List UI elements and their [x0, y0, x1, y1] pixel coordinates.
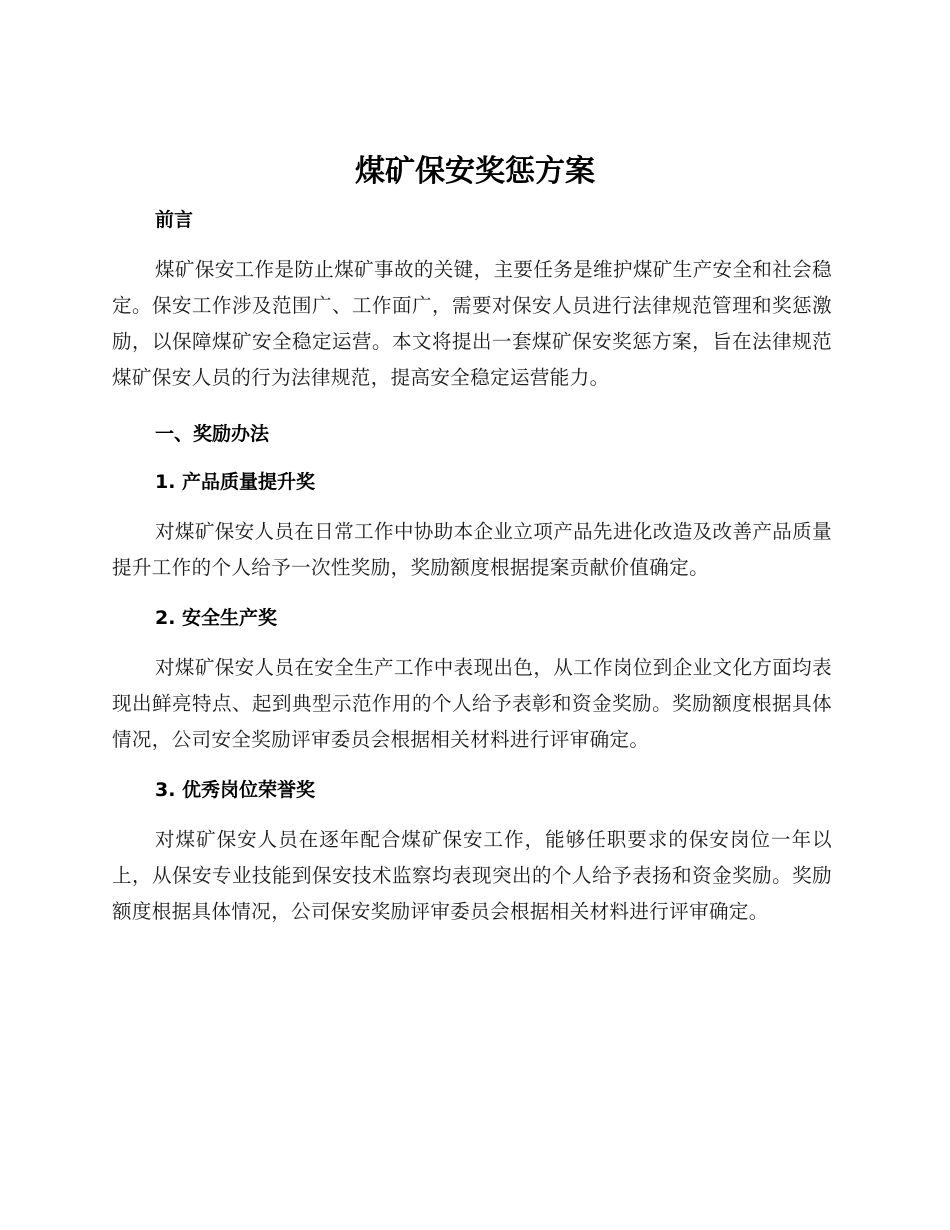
- section-heading-safety-award: 2. 安全生产奖: [155, 607, 278, 629]
- section-paragraph-quality-award: 对煤矿保安人员在日常工作中协助本企业立项产品先进化改造及改善产品质量提升工作的个人给予一次性奖励，奖励额度根据提案贡献价值确定。: [112, 520, 832, 579]
- section-heading-quality-award: 1. 产品质量提升奖: [155, 471, 316, 493]
- document-body: [112, 204, 832, 930]
- section-paragraph-honor-award: 对煤矿保安人员在逐年配合煤矿保安工作，能够任职要求的保安岗位一年以上，从保安专业技能到保安技术监察均表现突出的个人给予表扬和资金奖励。奖励额度根据具体情况，公司保安奖励评审委员会根据相关材料进行评审确定。: [112, 828, 832, 923]
- section-heading-preface: 前言: [155, 209, 194, 231]
- section-heading-rewards: 一、奖励办法: [155, 423, 270, 445]
- section-paragraph-safety-award: 对煤矿保安人员在安全生产工作中表现出色，从工作岗位到企业文化方面均表现出鲜亮特点、起到典型示范作用的个人给予表彰和资金奖励。奖励额度根据具体情况，公司安全奖励评审委员会根据相关材料进行评审确定。: [112, 656, 832, 751]
- section-heading-honor-award: 3. 优秀岗位荣誉奖: [155, 779, 316, 801]
- document-title: 煤矿保安奖惩方案: [355, 154, 595, 189]
- section-paragraph-preface: 煤矿保安工作是防止煤矿事故的关键，主要任务是维护煤矿生产安全和社会稳定。保安工作涉及范围广、工作面广，需要对保安人员进行法律规范管理和奖惩激励，以保障煤矿安全稳定运营。本文将提出一套煤矿保安奖惩方案，旨在法律规范煤矿保安人员的行为法律规范，提高安全稳定运营能力。: [112, 258, 832, 389]
